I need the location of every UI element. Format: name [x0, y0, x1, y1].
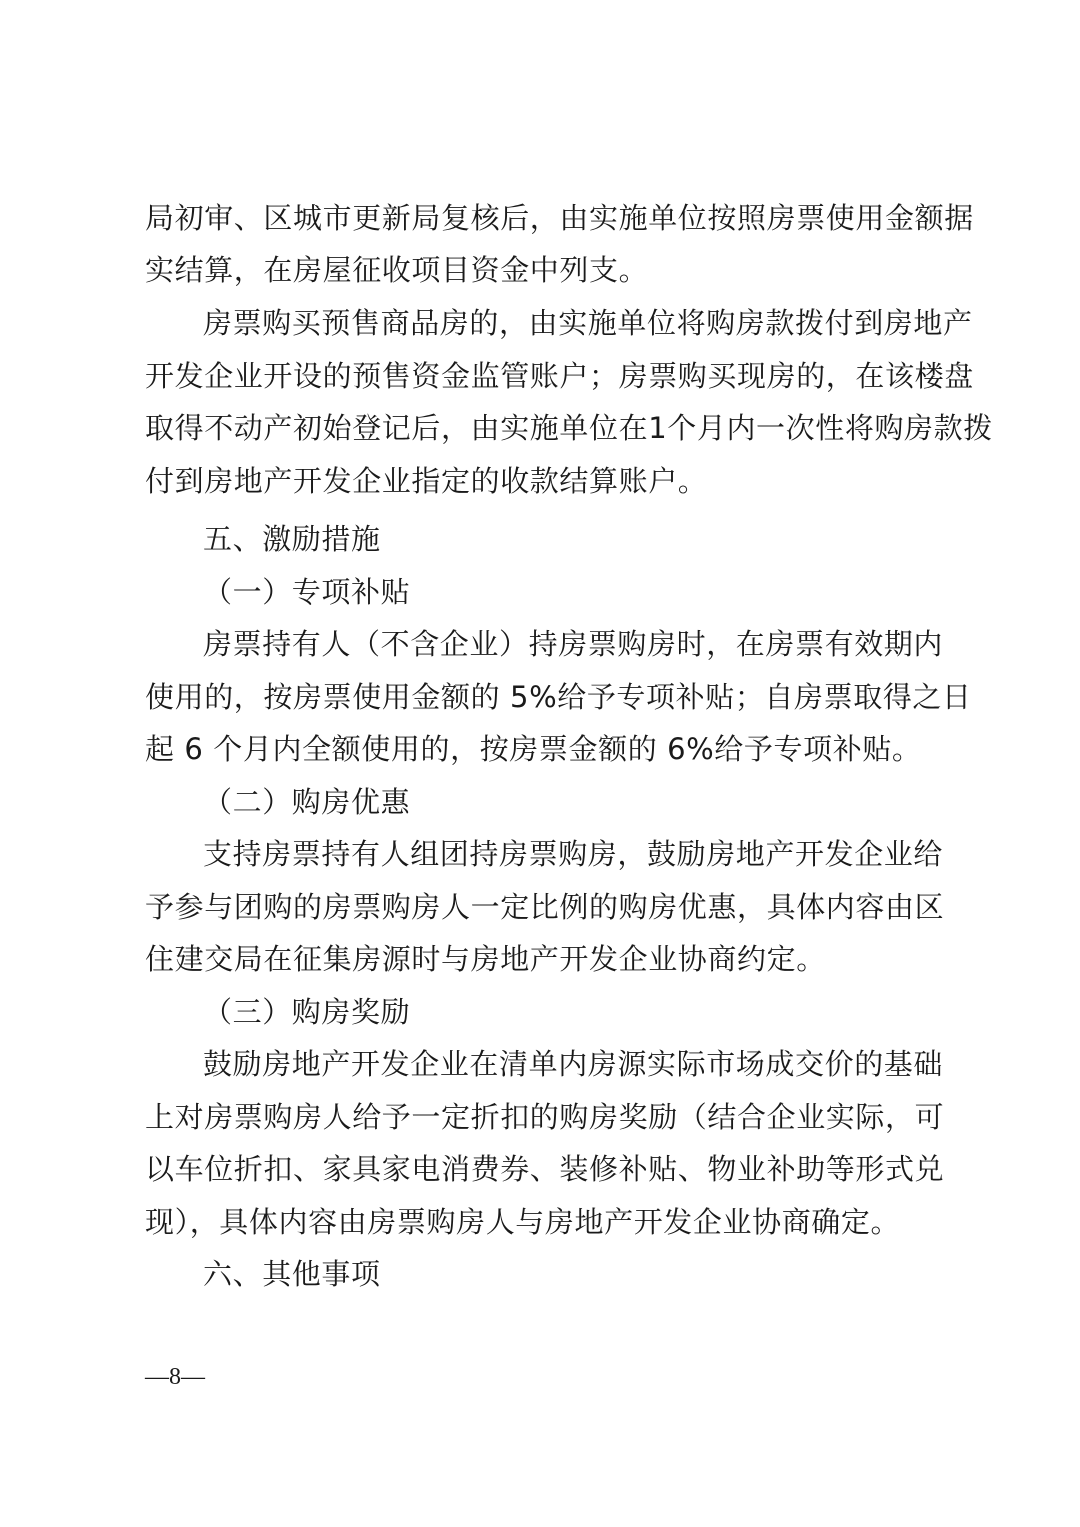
body-text-line: 以车位折扣、家具家电消费券、装修补贴、物业补助等形式兑	[145, 1152, 945, 1186]
body-text-line: 使用的，按房票使用金额的 5%给予专项补贴；自房票取得之日	[145, 680, 972, 714]
body-text-line: 予参与团购的房票购房人一定比例的购房优惠，具体内容由区	[145, 890, 945, 924]
section-heading: 五、激励措施	[203, 522, 381, 556]
paragraph-first-line: 房票持有人（不含企业）持房票购房时，在房票有效期内	[203, 627, 944, 661]
body-text-line: 局初审、区城市更新局复核后，由实施单位按照房票使用金额据	[145, 201, 974, 235]
body-text-line: 上对房票购房人给予一定折扣的购房奖励（结合企业实际，可	[145, 1100, 945, 1134]
body-text-line: 付到房地产开发企业指定的收款结算账户。	[145, 464, 708, 498]
body-text-line: 开发企业开设的预售资金监管账户；房票购买现房的，在该楼盘	[145, 359, 974, 393]
paragraph-first-line: 鼓励房地产开发企业在清单内房源实际市场成交价的基础	[203, 1047, 944, 1081]
paragraph-first-line: 房票购买预售商品房的，由实施单位将购房款拨付到房地产	[203, 306, 973, 340]
page-number: —8—	[145, 1364, 205, 1390]
section-heading: 六、其他事项	[203, 1257, 381, 1291]
body-text-line: 取得不动产初始登记后，由实施单位在1个月内一次性将购房款拨	[145, 411, 993, 445]
body-text-line: 起 6 个月内全额使用的，按房票金额的 6%给予专项补贴。	[145, 732, 922, 766]
subsection-heading: （三）购房奖励	[203, 995, 411, 1029]
body-text-line: 实结算，在房屋征收项目资金中列支。	[145, 253, 649, 287]
paragraph-first-line: 支持房票持有人组团持房票购房，鼓励房地产开发企业给	[203, 837, 944, 871]
subsection-heading: （二）购房优惠	[203, 785, 411, 819]
body-text-line: 现），具体内容由房票购房人与房地产开发企业协商确定。	[145, 1205, 901, 1239]
body-text-line: 住建交局在征集房源时与房地产开发企业协商约定。	[145, 942, 826, 976]
subsection-heading: （一）专项补贴	[203, 575, 411, 609]
